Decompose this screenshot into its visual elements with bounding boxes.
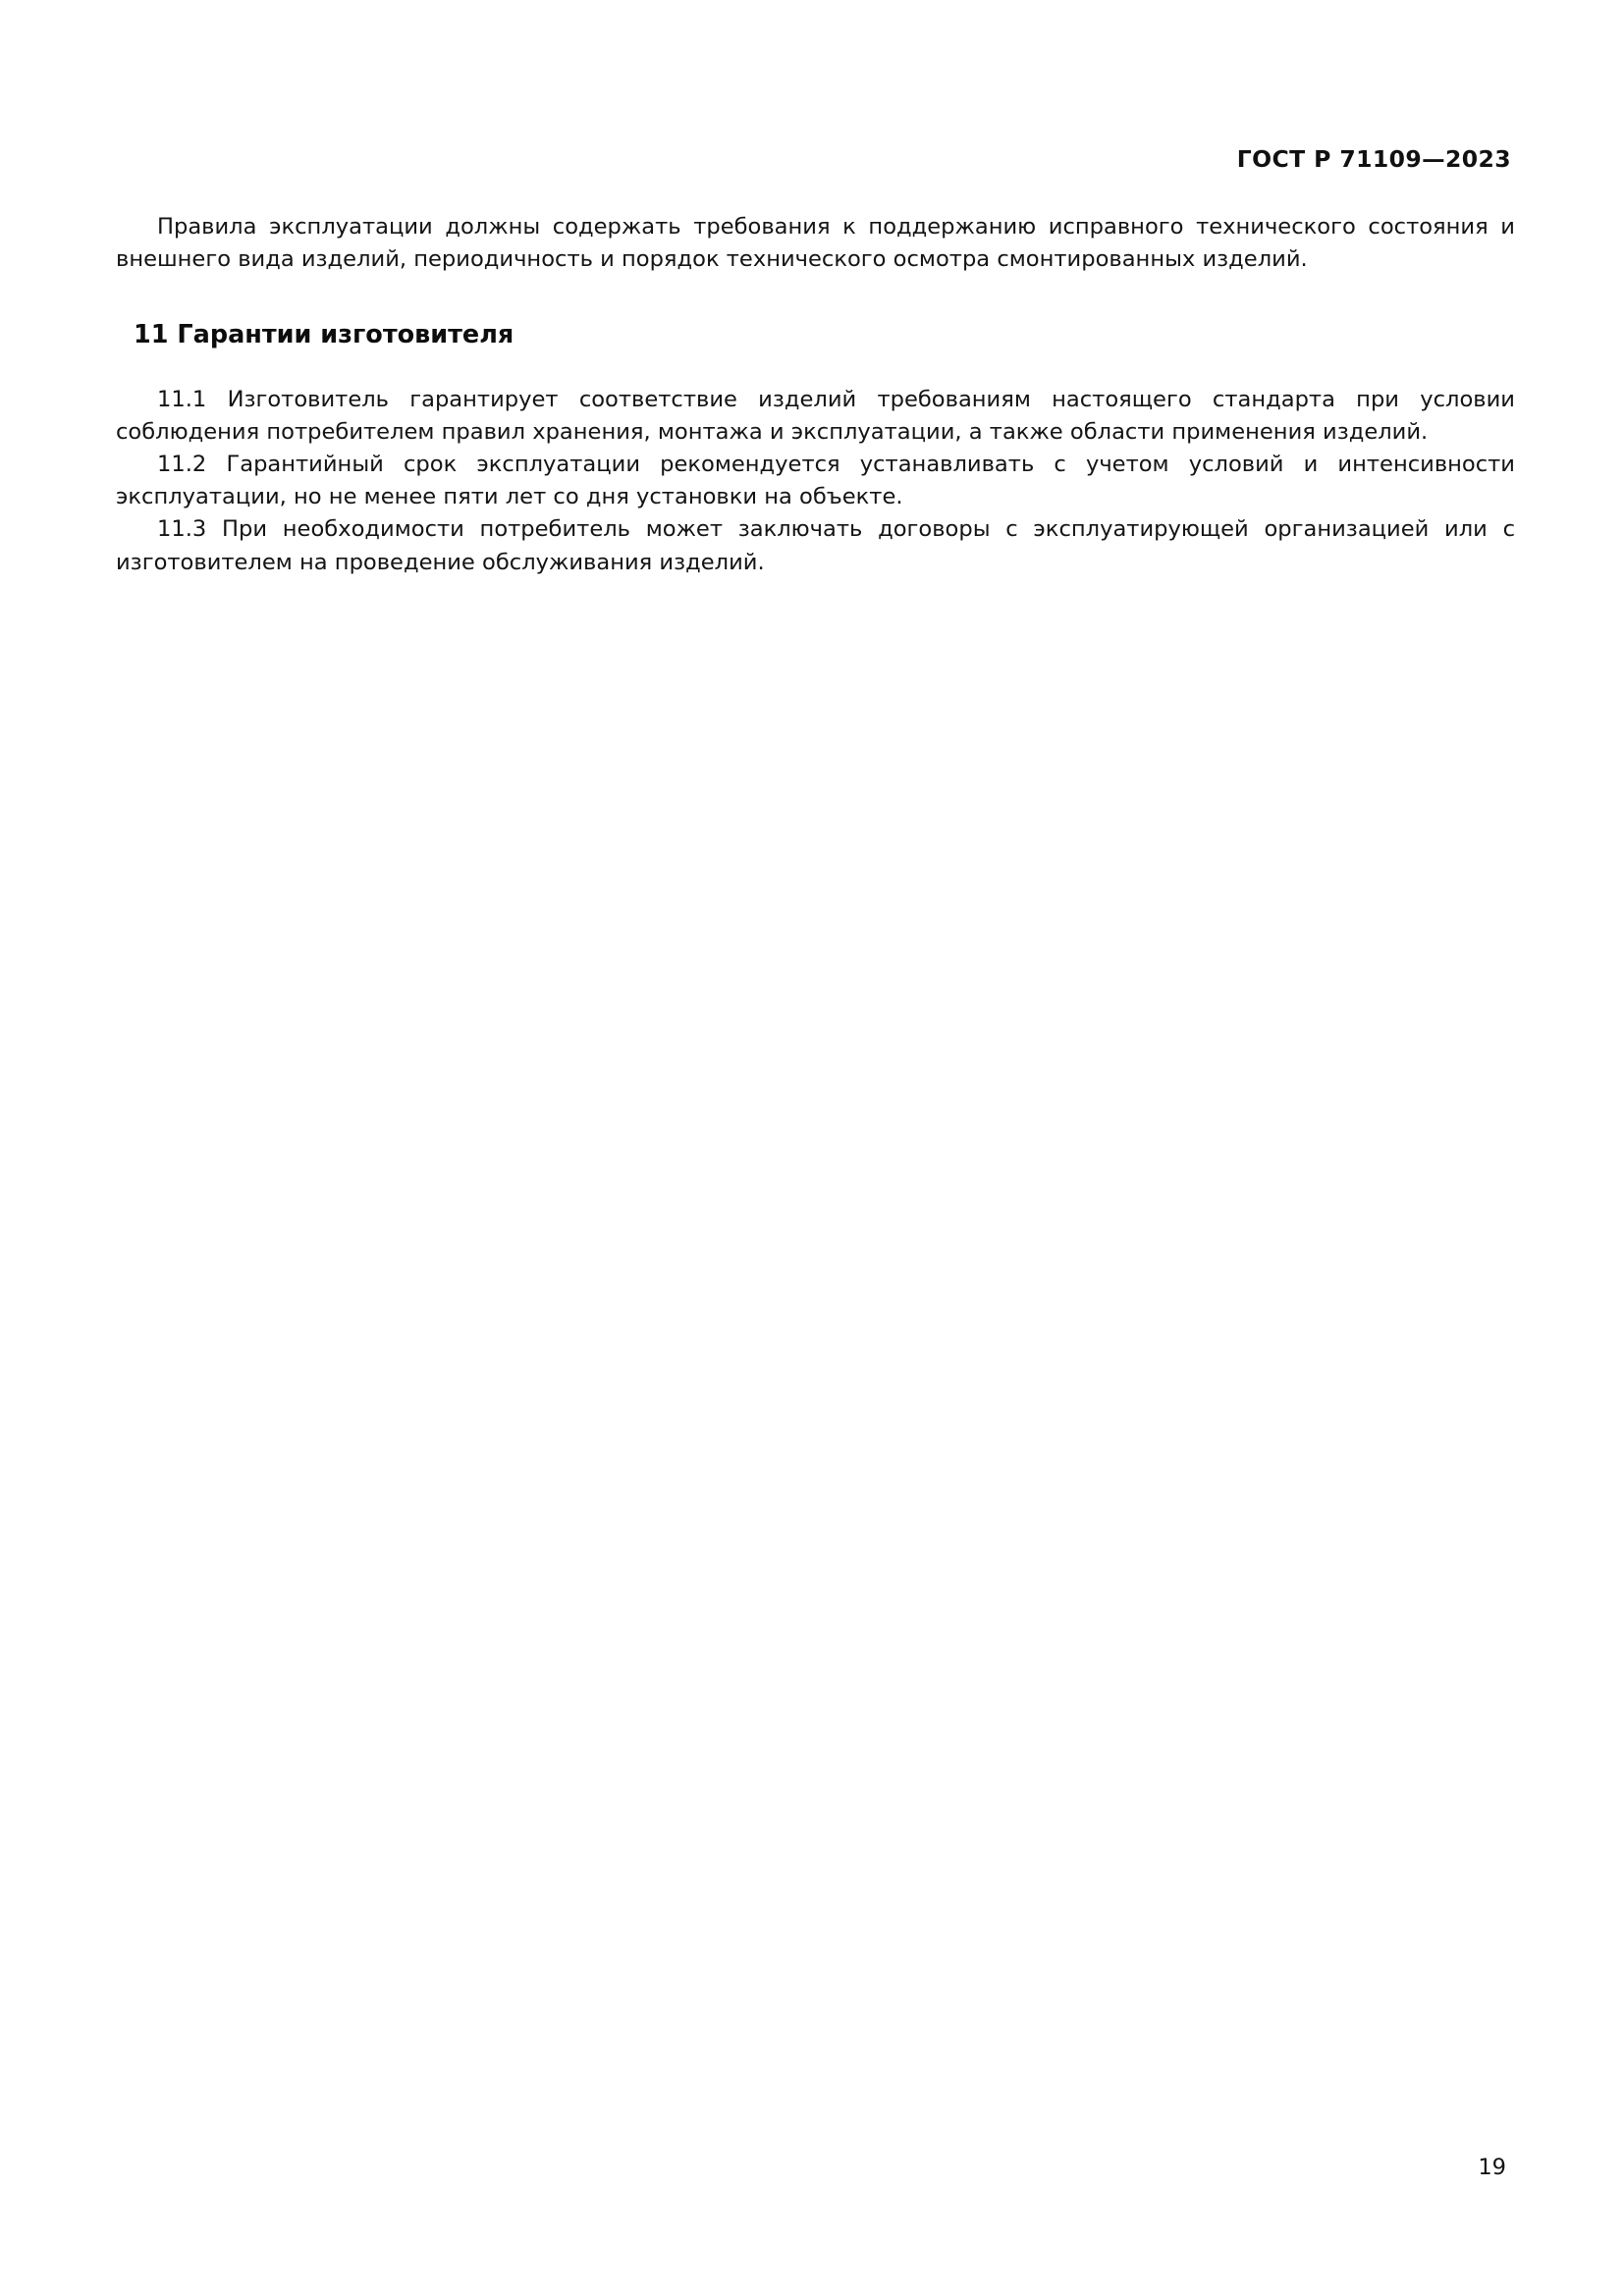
section-title-11: 11 Гарантии изготовителя [134,320,514,350]
page-content [116,211,1515,579]
clause-11-3: 11.3 При необходимости потребитель может заключать договоры с эксплуатирующей организацией или с изготовителем на проведение обслуживания изделий. [116,516,1515,575]
page-number: 19 [1478,2155,1506,2180]
clause-11-2: 11.2 Гарантийный срок эксплуатации рекомендуется устанавливать с учетом условий и интенсивности эксплуатации, но не менее пяти лет со дня установки на объекте. [116,451,1515,510]
spacer-after-section-title [116,352,1515,384]
running-header: ГОСТ Р 71109—2023 [1236,145,1511,173]
intro-paragraph: Правила эксплуатации должны содержать требования к поддержанию исправного технического состояния и внешнего вида изделий, периодичность и порядок технического осмотра смонтированных изделий. [116,214,1515,273]
clause-11-1: 11.1 Изготовитель гарантирует соответствие изделий требованиям настоящего стандарта при условии соблюдения потребителем правил хранения, монтажа и эксплуатации, а также области применения изделий. [116,386,1515,445]
spacer-before-section-title [116,276,1515,319]
